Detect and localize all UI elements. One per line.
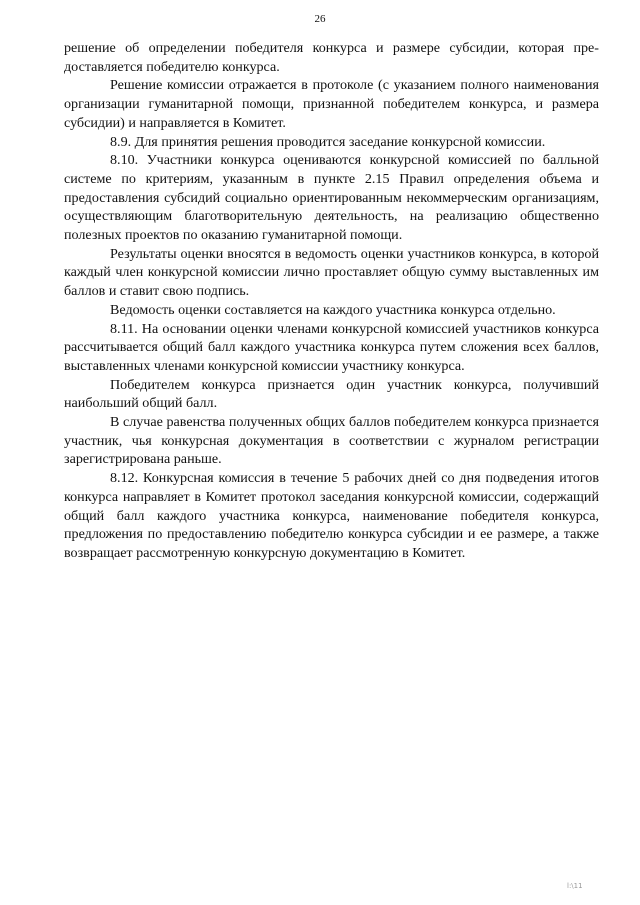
paragraph-8-12: 8.12. Конкурсная комиссия в течение 5 рабочих дней со дня подведения итогов конкурса направляет в Комитет протокол заседания конкурсной комиссии, содержащий общий балл каждого участника конкурса, наименование победителя конкурса, предложения по предоставлению победителю конкурса субсидии и ее размере, а также возвращает рассмотренную конкурсную документацию в Комитет. <box>64 470 599 561</box>
paragraph-decision-continuation: решение об определении победителя конкурса и размере субсидии, которая предоставляется победителю конкурса. <box>64 40 599 75</box>
paragraph-evaluation-results: Результаты оценки вносятся в ведомость оценки участников конкурса, в которой каждый член конкурсной комиссии лично проставляет общую сумму выставленных им баллов и ставит свою подпись. <box>64 245 599 300</box>
paragraph-commission-decision-protocol: Решение комиссии отражается в протоколе (с указанием полного наименования организации гуманитарной помощи, признанной победителем конкурса, и размера субсидии) и направляется в Комитет. <box>64 77 599 131</box>
corner-file-mark: l:\11 <box>567 882 583 890</box>
paragraph-8-9: 8.9. Для принятия решения проводится заседание конкурсной комиссии. <box>110 133 546 150</box>
paragraph-8-10: 8.10. Участники конкурса оцениваются конкурсной комиссией по балльной системе по критериям, указанным в пункте 2.15 Правил определения объема и предоставления субсидий социально ориентированным некоммерческим организациям, осуществляющим благотворительную деятельность, на реализацию общественно полезных проектов по оказанию гуманитарной помощи. <box>64 152 599 244</box>
paragraph-evaluation-sheet: Ведомость оценки составляется на каждого участника конкурса отдельно. <box>110 301 556 318</box>
paragraph-tie-rule: В случае равенства полученных общих баллов победителем конкурса признается участник, чья конкурсная документация в соответствии с журналом регистрации зарегистрирована раньше. <box>64 414 599 468</box>
page-number: 26 <box>314 13 326 25</box>
paragraph-8-11: 8.11. На основании оценки членами конкурсной комиссией участников конкурса рассчитывается общий балл каждого участника конкурса путем сложения всех баллов, выставленных членами конкурсной комиссии участнику конкурса. <box>64 320 599 374</box>
paragraph-winner: Победителем конкурса признается один участник конкурса, получивший наибольший общий балл. <box>64 376 599 412</box>
document-body <box>64 39 599 563</box>
